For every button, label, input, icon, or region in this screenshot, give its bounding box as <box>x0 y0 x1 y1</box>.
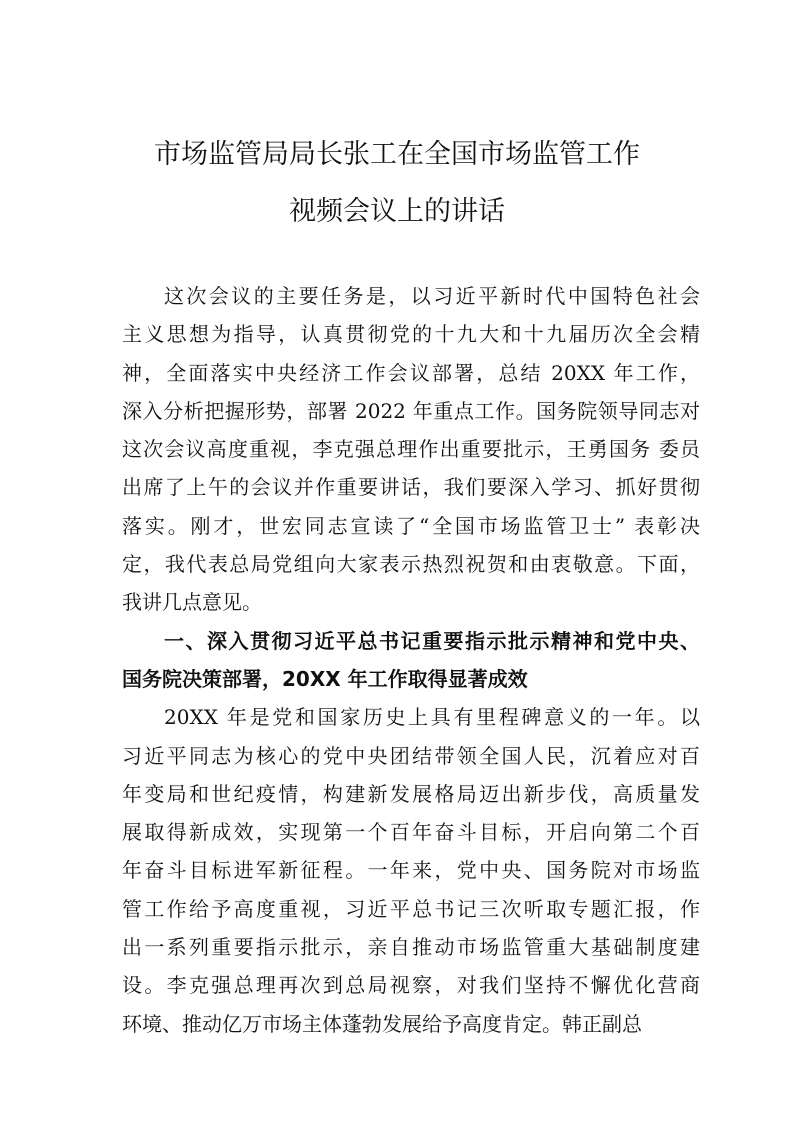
paragraph-line: 深入分析把握形势，部署 2022 年重点工作。国务院领导同志对 <box>122 398 700 423</box>
paragraph-line: 出一系列重要指示批示，亲自推动市场监管重大基础制度建 <box>122 935 700 960</box>
paragraph-line: 神，全面落实中央经济工作会议部署，总结 20XX 年工作， <box>122 360 700 385</box>
paragraph-line: 我讲几点意见。 <box>122 590 262 615</box>
paragraph-line: 定，我代表总局党组向大家表示热烈祝贺和由衷敬意。下面， <box>122 552 700 577</box>
paragraph-line: 这次会议高度重视，李克强总理作出重要批示，王勇国务 委员 <box>122 437 700 462</box>
section-heading-line: 国务院决策部署，20XX 年工作取得显著成效 <box>122 666 528 691</box>
document-body <box>122 277 700 1043</box>
paragraph-line: 落实。刚才，世宏同志宣读了“全国市场监管卫士” 表彰决 <box>122 513 700 538</box>
document-title-line-2: 视频会议上的讲话 <box>289 196 505 227</box>
paragraph-line: 20XX 年是党和国家历史上具有里程碑意义的一年。以 <box>164 705 700 730</box>
paragraph-line: 管工作给予高度重视，习近平总书记三次听取专题汇报，作 <box>122 896 700 921</box>
section-heading-line: 一、深入贯彻习近平总书记重要指示批示精神和党中央、 <box>164 628 700 653</box>
paragraph-line: 设。李克强总理再次到总局视察，对我们坚持不懈优化营商 <box>122 973 700 998</box>
document-title-line-1: 市场监管局局长张工在全国市场监管工作 <box>154 139 640 170</box>
paragraph-line: 年变局和世纪疫情，构建新发展格局迈出新步伐，高质量发 <box>122 781 700 806</box>
paragraph-line: 环境、推动亿万市场主体蓬勃发展给予高度肯定。韩正副总 <box>122 1011 642 1036</box>
paragraph-line: 出席了上午的会议并作重要讲话，我们要深入学习、抓好贯彻 <box>122 475 700 500</box>
paragraph-line: 这次会议的主要任务是，以习近平新时代中国特色社会 <box>164 284 700 308</box>
paragraph-line: 年奋斗目标进军新征程。一年来，党中央、国务院对市场监 <box>122 858 700 883</box>
paragraph-line: 习近平同志为核心的党中央团结带领全国人民，沉着应对百 <box>122 743 700 768</box>
paragraph-line: 展取得新成效，实现第一个百年奋斗目标，开启向第二个百 <box>122 820 700 845</box>
paragraph-line: 主义思想为指导，认真贯彻党的十九大和十九届历次全会精 <box>122 322 700 347</box>
